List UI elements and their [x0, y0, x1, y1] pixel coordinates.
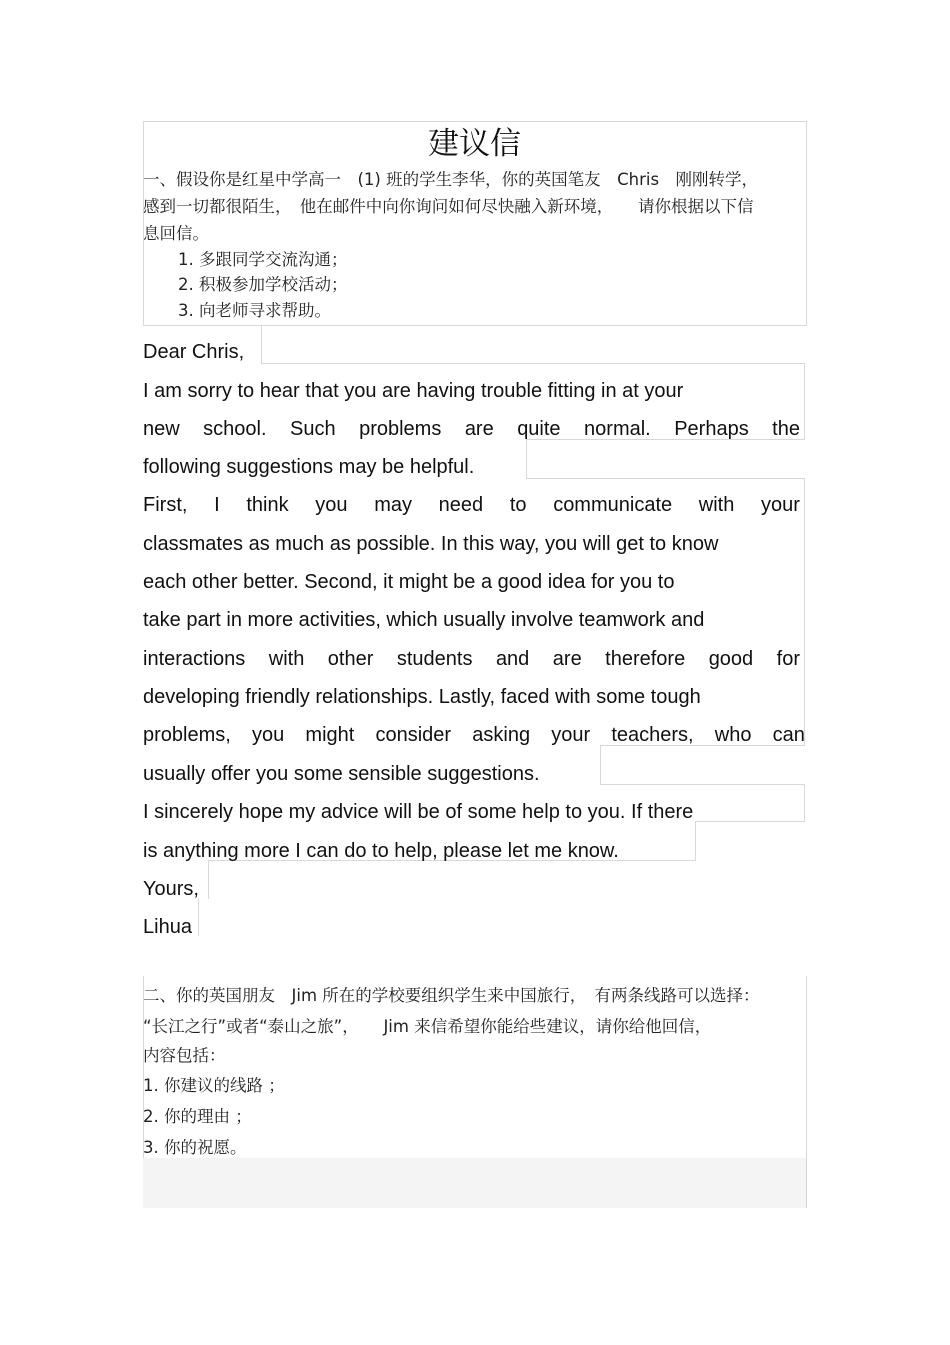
letter-line: [143, 647, 800, 671]
letter-word: communicate: [553, 494, 673, 516]
letter-word: your: [551, 724, 591, 746]
letter-line: I am sorry to hear that you are having trouble fitting in at your: [143, 380, 684, 402]
prompt-line: 息回信。: [143, 224, 209, 243]
letter-line: I sincerely hope my advice will be of some help to you. If there: [143, 801, 694, 823]
letter-line: following suggestions may be helpful.: [143, 456, 475, 478]
letter-word: you: [315, 494, 348, 516]
letter-line: [143, 723, 805, 747]
letter-word: interactions: [143, 648, 246, 670]
letter-line: usually offer you some sensible suggestions.: [143, 763, 540, 785]
empty-answer-area: [143, 1158, 806, 1208]
task-2-item: 3. 你的祝愿。: [143, 1138, 247, 1157]
letter-word: to: [509, 494, 527, 516]
letter-word: need: [438, 494, 484, 516]
letter-word: new: [143, 418, 180, 440]
letter-word: school.: [203, 418, 267, 440]
letter-word: good: [708, 648, 754, 670]
letter-word: you: [251, 724, 285, 746]
task-1-item: 2. 积极参加学校活动；: [178, 275, 348, 294]
task-1-item: 1. 多跟同学交流沟通；: [178, 250, 348, 269]
letter-word: teachers,: [611, 724, 694, 746]
letter-word: consider: [375, 724, 452, 746]
letter-word: students: [396, 648, 473, 670]
letter-signature: Lihua: [143, 916, 192, 938]
letter-line: [143, 417, 800, 441]
letter-word: therefore: [605, 648, 686, 670]
letter-line: take part in more activities, which usually involve teamwork and: [143, 609, 705, 631]
letter-greeting: Dear Chris,: [143, 341, 245, 363]
letter-word: and: [495, 648, 530, 670]
letter-word: Perhaps: [674, 418, 749, 440]
letter-word: think: [246, 494, 289, 516]
letter-word: might: [305, 724, 355, 746]
letter-word: I: [214, 494, 220, 516]
letter-word: with: [698, 494, 735, 516]
prompt-line: “长江之行”或者“泰山之旅”， Jim 来信希望你能给些建议，请你给他回信，: [143, 1017, 712, 1036]
letter-word: quite: [517, 418, 561, 440]
prompt-line: 内容包括：: [143, 1046, 226, 1065]
letter-word: First,: [143, 494, 188, 516]
task-2-item: 2. 你的理由 ；: [143, 1107, 252, 1126]
letter-word: asking: [472, 724, 531, 746]
letter-word: problems: [359, 418, 442, 440]
letter-word: are: [552, 648, 582, 670]
letter-word: the: [772, 418, 800, 440]
letter-closing: Yours,: [143, 878, 199, 900]
letter-word: are: [464, 418, 494, 440]
task-1-item: 3. 向老师寻求帮助。: [178, 301, 331, 320]
letter-word: your: [761, 494, 800, 516]
task-2-item: 1. 你建议的线路 ；: [143, 1076, 285, 1095]
letter-line: each other better. Second, it might be a good idea for you to: [143, 571, 675, 593]
prompt-line: 感到一切都很陌生， 他在邮件中向你询问如何尽快融入新环境， 请你根据以下信: [143, 197, 754, 216]
page-title: 建议信: [428, 126, 521, 162]
letter-word: for: [776, 648, 800, 670]
letter-word: may: [374, 494, 412, 516]
letter-word: problems,: [143, 724, 231, 746]
letter-line: classmates as much as possible. In this way, you will get to know: [143, 533, 719, 555]
prompt-line: 二、你的英国朋友 Jim 所在的学校要组织学生来中国旅行， 有两条线路可以选择：: [143, 986, 760, 1005]
letter-word: who: [714, 724, 752, 746]
letter-word: with: [268, 648, 305, 670]
letter-word: can: [772, 724, 805, 746]
letter-word: normal.: [584, 418, 651, 440]
letter-line: [143, 493, 800, 517]
prompt-line: 一、假设你是红星中学高一 (1) 班的学生李华，你的英国笔友 Chris 刚刚转学，: [143, 170, 759, 189]
letter-line: developing friendly relationships. Lastly, faced with some tough: [143, 686, 701, 708]
letter-word: Such: [290, 418, 336, 440]
letter-line: is anything more I can do to help, please let me know.: [143, 840, 619, 862]
letter-word: other: [327, 648, 374, 670]
